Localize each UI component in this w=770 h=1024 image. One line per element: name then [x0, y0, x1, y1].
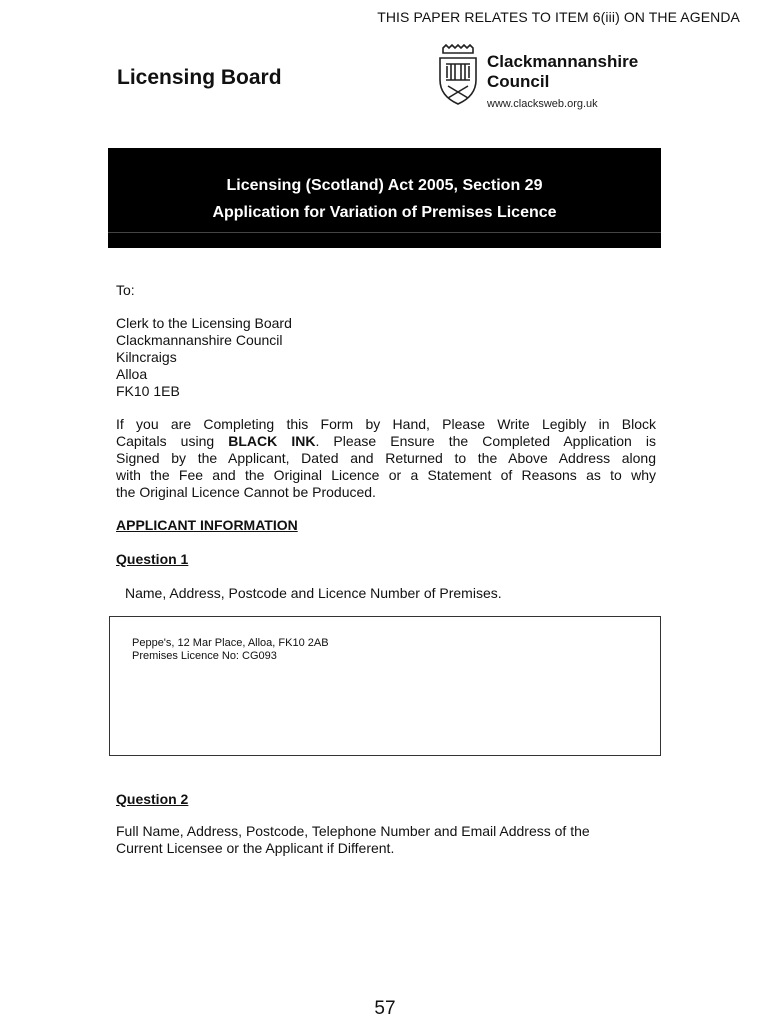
banner-divider — [108, 232, 661, 233]
address-line: Alloa — [116, 366, 148, 382]
question-2-heading: Question 2 — [116, 791, 189, 807]
instructions-line: the Original Licence Cannot be Produced. — [116, 484, 376, 500]
page-number: 57 — [374, 998, 396, 1019]
address-line: Clackmannanshire Council — [116, 332, 283, 348]
council-logo — [437, 44, 657, 120]
address-line: FK10 1EB — [116, 383, 180, 399]
prompt-line: Full Name, Address, Postcode, Telephone Number and Email Address of the — [116, 823, 590, 839]
council-crest-icon — [437, 44, 479, 106]
instructions-line: Signed by the Applicant, Dated and Returned to the Above Address along — [116, 450, 656, 466]
council-url: www.clacksweb.org.uk — [487, 98, 598, 110]
answer-line: Peppe's, 12 Mar Place, Alloa, FK10 2AB — [132, 637, 329, 649]
applicant-information-heading: APPLICANT INFORMATION — [116, 517, 298, 533]
application-title: Application for Variation of Premises Licence — [212, 204, 557, 221]
instructions-line: If you are Completing this Form by Hand, Please Write Legibly in Block — [116, 416, 656, 432]
instructions-paragraph — [116, 416, 656, 501]
address-line: Clerk to the Licensing Board — [116, 315, 292, 331]
form-title-banner — [108, 148, 661, 248]
question-2-prompt — [116, 823, 590, 857]
agenda-note: THIS PAPER RELATES TO ITEM 6(iii) ON THE AGENDA — [377, 9, 740, 25]
question-1-heading: Question 1 — [116, 551, 189, 567]
question-1-answer — [132, 637, 329, 663]
council-name: Clackmannanshire Council — [487, 52, 639, 91]
question-1-prompt: Name, Address, Postcode and Licence Number of Premises. — [125, 585, 502, 601]
question-1-answer-box[interactable] — [109, 616, 661, 756]
answer-line: Premises Licence No: CG093 — [132, 650, 277, 662]
address-block — [116, 315, 292, 400]
board-title: Licensing Board — [117, 66, 282, 89]
black-ink-emphasis: BLACK INK — [228, 433, 316, 449]
act-title: Licensing (Scotland) Act 2005, Section 29 — [226, 177, 543, 194]
prompt-line: Current Licensee or the Applicant if Different. — [116, 840, 395, 856]
address-line: Kilncraigs — [116, 349, 177, 365]
to-label: To: — [116, 282, 135, 298]
instructions-line: Capitals using BLACK INK. Please Ensure the Completed Application is — [116, 433, 657, 449]
instructions-line: with the Fee and the Original Licence or a Statement of Reasons as to why — [116, 467, 656, 483]
